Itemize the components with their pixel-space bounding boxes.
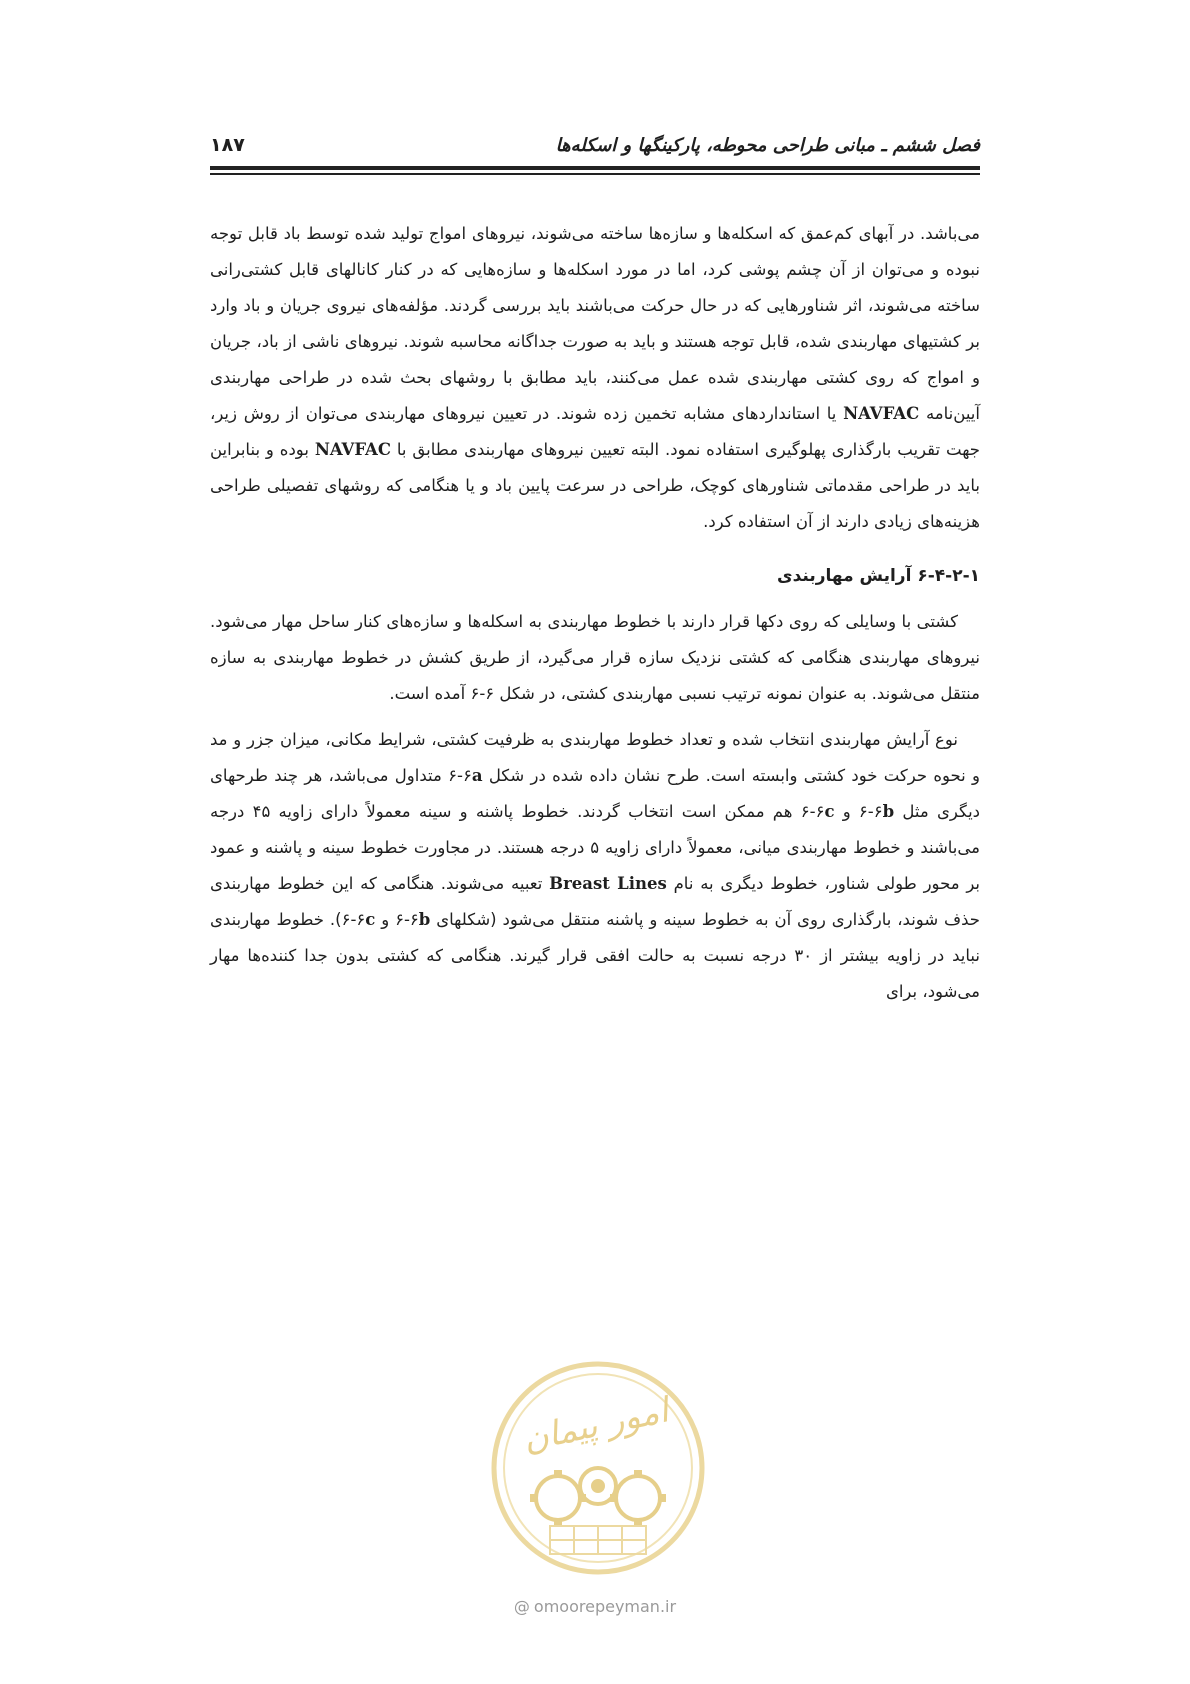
paragraph-3-text-e: تعبیه می‌شوند. هنگامی که این خطوط مهاربندی حذف شوند، بارگذاری روی آن به خطوط سینه و پاشنه منتقل می‌شود (شکلهای (210, 874, 980, 929)
figure-ref-c: c (824, 802, 835, 821)
page-number: ۱۸۷ (210, 134, 245, 156)
paragraph-3-text-c: ۶-۶ و (842, 802, 883, 821)
paragraph-3-text-d: ۶-۶ هم ممکن است انتخاب گردند. خطوط پاشنه و سینه معمولاً دارای زاویه ۴۵ درجه می‌باشند و خطوط مهاربندی میانی، معمولاً دارای زاویه ۵ درجه هستند. در مجاورت خطوط سینه و پاشنه و عمود بر محور طولی شناور، خطوط دیگری به نام (210, 802, 981, 893)
paragraph-1-text-b: یا استانداردهای مشابه تخمین زده شوند. در تعیین نیروهای مهاربندی می‌توان از روش زیر، جهت تقریب بارگذاری پهلوگیری استفاده نمود. البته تعیین نیروهای مهاربندی مطابق با (210, 404, 980, 459)
watermark-caption (0, 1597, 1190, 1616)
seal-name: امور پیمان (519, 1390, 672, 1461)
chapter-title: فصل ششم ـ مبانی طراحی محوطه، پارکینگها و اسکله‌ها (555, 134, 980, 156)
paragraph-3 (210, 722, 980, 1010)
header-rule-thin (210, 173, 980, 175)
paragraph-3-text-a: نوع آرایش مهاربندی انتخاب شده و تعداد خطوط مهاربندی به ظرفیت کشتی، شرایط مکانی، میزان جزر و مد و نحوه حرکت خود کشتی وابسته است. طرح نشان داده شده در شکل (210, 730, 981, 785)
running-header (210, 128, 980, 162)
term-breast-lines: Breast Lines (549, 874, 667, 893)
section-heading: ۶-۴-۲-۱ آرایش مهاربندی (776, 566, 980, 586)
at-sign-icon: @ (513, 1597, 530, 1616)
paragraph-1-text-c: بوده و بنابراین باید در طراحی مقدماتی شناورهای کوچک، طراحی در سرعت پایین باد و یا هنگامی که روشهای تفصیلی طراحی هزینه‌های زیادی دارند از آن استفاده کرد. (210, 440, 980, 531)
watermark-seal (488, 1358, 708, 1578)
header-rule-thick (210, 166, 980, 170)
figure-ref-b: b (882, 802, 895, 821)
paragraph-2: کشتی با وسایلی که روی دکها قرار دارند با خطوط مهاربندی به اسکله‌ها و سازه‌های کنار ساحل مهار می‌شود. نیروهای مهاربندی هنگامی که کشتی نزدیک سازه قرار می‌گیرد، از طریق کشش در خطوط مهاربندی به سازه منتقل می‌شوند. به عنوان نمونه ترتیب نسبی مهاربندی کشتی، در شکل ۶-۶ آمده است. (210, 612, 980, 703)
paragraph-1-text-a: می‌باشد. در آبهای کم‌عمق که اسکله‌ها و سازه‌ها ساخته می‌شوند، نیروهای امواج تولید شده توسط باد قابل توجه نبوده و می‌توان از آن چشم پوشی کرد، اما در مورد اسکله‌ها و سازه‌هایی که در کنار کانالهای قابل کشتی‌رانی ساخته می‌شوند، اثر شناورهایی که در حال حرکت می‌باشند باید بررسی گردند. مؤلفه‌های نیروی جریان و باد وارد بر کشتیهای مهاربندی شده، قابل توجه هستند و باید به صورت جداگانه محاسبه شوند. نیروهای ناشی از باد، جریان و امواج که روی کشتی مهاربندی شده عمل می‌کنند، باید مطابق با روشهای بحث شده در طراحی مهاربندی آیین‌نامه (210, 224, 980, 423)
figure-ref-b: b (418, 910, 431, 929)
watermark-url: omoorepeyman.ir (533, 1597, 677, 1616)
paragraph-1 (210, 216, 980, 540)
paragraph-3-text-g: ۶-۶). خطوط مهاربندی نباید در زاویه بیشتر از ۳۰ درجه نسبت به حالت افقی قرار گیرند. هنگامی که کشتی بدون جدا کننده‌ها مهار می‌شود، برای (210, 910, 980, 1001)
paragraph-3-text-f: ۶-۶ و (381, 910, 419, 929)
term-navfac: NAVFAC (314, 440, 391, 459)
body-text (210, 216, 980, 1010)
grid-icon (550, 1526, 646, 1554)
term-navfac: NAVFAC (843, 404, 920, 423)
paragraph-3-text-b: ۶-۶ متداول می‌باشد، هر چند طرحهای دیگری مثل (210, 766, 981, 821)
figure-ref-c: c (365, 910, 376, 929)
figure-ref-a: a (471, 766, 483, 785)
